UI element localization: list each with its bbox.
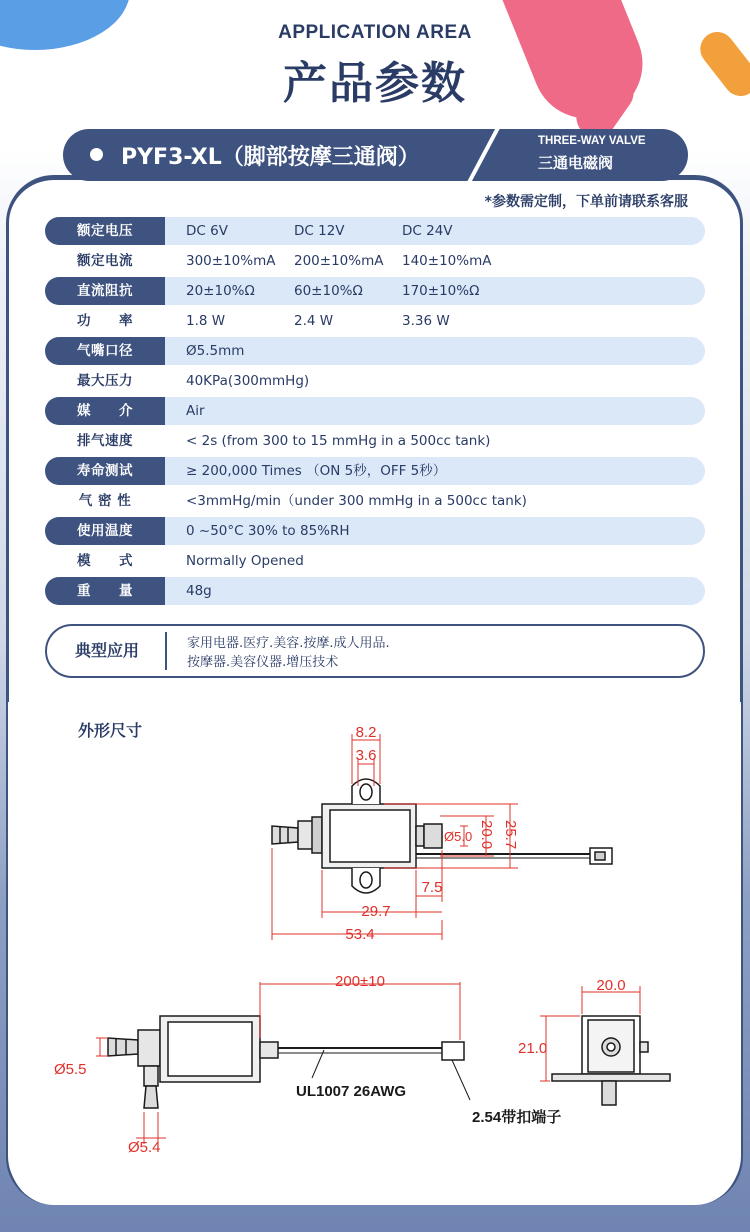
spec-value: 48g <box>186 583 212 599</box>
spec-row-medium <box>45 397 705 425</box>
model-banner <box>63 129 688 181</box>
dim-label-phi-5-5: Ø5.5 <box>54 1061 87 1078</box>
spec-value-24v: DC 24V <box>402 223 453 239</box>
dim-label-7-5: 7.5 <box>421 879 443 896</box>
dim-label-25-7: 25.7 <box>502 820 519 850</box>
spec-row-dc-resistance <box>45 277 705 305</box>
spec-value: ≥ 200,000 Times （ON 5秒，OFF 5秒） <box>186 463 447 479</box>
spec-label: 气 密 性 <box>78 493 132 509</box>
spec-label: 模 式 <box>77 553 133 569</box>
terminal-label: 2.54带扣端子 <box>472 1109 562 1126</box>
application-divider <box>165 632 167 670</box>
spec-value-12v: 2.4 W <box>294 313 334 329</box>
dim-label-200: 200±10 <box>335 973 385 990</box>
spec-row-mode <box>45 547 705 575</box>
spec-label: 排气速度 <box>77 433 133 449</box>
page-title: 产品参数 <box>283 58 467 109</box>
spec-value-24v: 3.36 W <box>402 313 450 329</box>
spec-label: 使用温度 <box>45 517 165 545</box>
spec-row-airtightness <box>45 487 705 515</box>
spec-value-6v: DC 6V <box>186 223 228 239</box>
spec-value: 40KPa(300mmHg) <box>186 373 310 389</box>
application-label: 典型应用 <box>74 641 139 660</box>
spec-row-rated-current <box>45 247 705 275</box>
spec-value: <3mmHg/min（under 300 mmHg in a 500cc tank) <box>186 493 527 509</box>
spec-value: 0 ~50°C 30% to 85%RH <box>186 523 350 539</box>
spec-label: 额定电压 <box>45 217 165 245</box>
spec-row-nozzle <box>45 337 705 365</box>
bullet-icon <box>90 148 103 161</box>
dim-label-phi-5-4: Ø5.4 <box>128 1139 161 1156</box>
page-subtitle: APPLICATION AREA <box>278 22 472 43</box>
spec-value-12v: 200±10%mA <box>294 253 384 269</box>
spec-row-life-test <box>45 457 705 485</box>
spec-value: Air <box>186 403 205 419</box>
spec-row-max-pressure <box>45 367 705 395</box>
application-line-2: 按摩器.美容仪器.增压技术 <box>187 655 339 670</box>
dim-label-20-0: 20.0 <box>478 820 495 850</box>
spec-value: Normally Opened <box>186 553 304 569</box>
spec-value: < 2s (from 300 to 15 mmHg in a 500cc tank) <box>186 433 491 449</box>
dim-label-phi-5-0: Ø5.0 <box>444 829 473 844</box>
model-name: PYF3-XL（脚部按摩三通阀） <box>121 145 420 170</box>
dimension-drawing <box>40 720 720 1190</box>
spec-value-6v: 20±10%Ω <box>186 283 255 299</box>
dimension-title: 外形尺寸 <box>78 721 143 740</box>
dim-label-8-2: 8.2 <box>355 724 377 741</box>
spec-label: 媒 介 <box>45 397 165 425</box>
wire-spec-label: UL1007 26AWG <box>296 1083 407 1100</box>
dim-label-53-4: 53.4 <box>345 926 375 943</box>
dim-label-3-6: 3.6 <box>355 747 377 764</box>
spec-label: 功 率 <box>77 313 133 329</box>
spec-label: 重 量 <box>45 577 165 605</box>
spec-row-power <box>45 307 705 335</box>
valve-end-view <box>552 1016 670 1105</box>
spec-label: 气嘴口径 <box>45 337 165 365</box>
spec-value-24v: 140±10%mA <box>402 253 492 269</box>
valve-type-en: THREE-WAY VALVE <box>538 135 646 147</box>
spec-value-24v: 170±10%Ω <box>402 283 480 299</box>
spec-row-exhaust-speed <box>45 427 705 455</box>
valve-type-cn: 三通电磁阀 <box>538 154 614 172</box>
application-line-1: 家用电器.医疗.美容.按摩.成人用品. <box>187 636 390 651</box>
banner-divider <box>466 129 501 181</box>
spec-label: 寿命测试 <box>45 457 165 485</box>
dim-label-29-7: 29.7 <box>361 903 391 920</box>
custom-note: *参数需定制，下单前请联系客服 <box>484 194 688 210</box>
dim-label-20-0-end: 20.0 <box>596 977 626 994</box>
spec-label: 额定电流 <box>77 253 133 269</box>
spec-label: 最大压力 <box>77 373 133 389</box>
spec-value: Ø5.5mm <box>186 343 245 359</box>
spec-row-weight <box>45 577 705 605</box>
spec-value-12v: 60±10%Ω <box>294 283 363 299</box>
dim-label-21-0: 21.0 <box>518 1040 548 1057</box>
valve-side-view <box>108 1016 464 1108</box>
spec-value-6v: 300±10%mA <box>186 253 276 269</box>
spec-value-6v: 1.8 W <box>186 313 226 329</box>
spec-row-temperature <box>45 517 705 545</box>
spec-label: 直流阻抗 <box>45 277 165 305</box>
spec-value-12v: DC 12V <box>294 223 345 239</box>
spec-row-rated-voltage <box>45 217 705 245</box>
application-box <box>45 624 705 678</box>
